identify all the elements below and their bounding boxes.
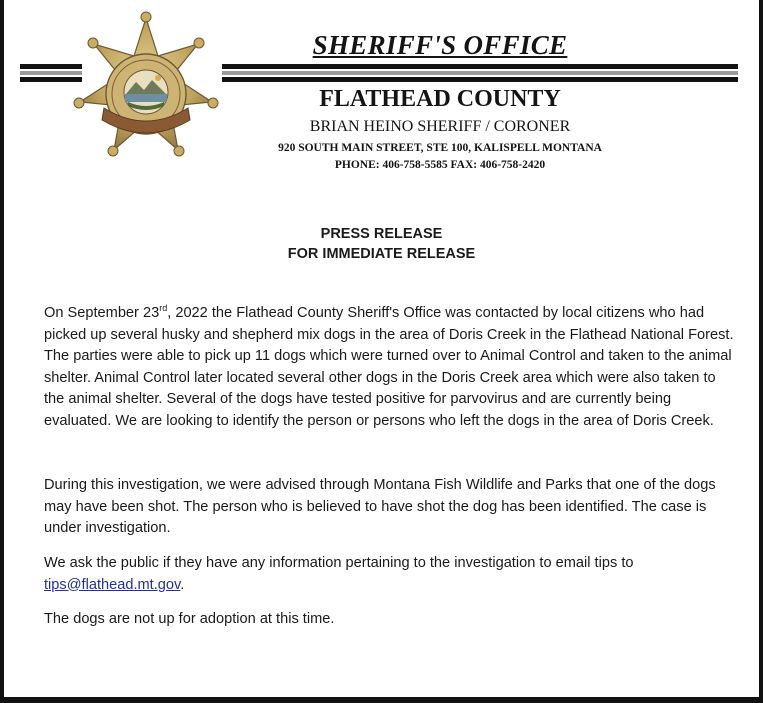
right-border bbox=[759, 0, 763, 703]
left-border bbox=[0, 0, 4, 703]
press-release-heading: PRESS RELEASE bbox=[320, 226, 443, 242]
office-address: 920 SOUTH MAIN STREET, STE 100, KALISPELL MONTANA bbox=[278, 142, 602, 154]
paragraph-text: . bbox=[180, 576, 185, 593]
paragraph-text: On September 23 bbox=[44, 305, 160, 321]
paragraph-text: We ask the public if they have any information pertaining to the investigation to email tips to bbox=[44, 555, 634, 571]
bottom-border bbox=[0, 697, 763, 703]
sheriff-name: BRIAN HEINO SHERIFF / CORONER bbox=[309, 118, 571, 135]
letterhead-rule bbox=[222, 77, 738, 82]
letterhead-rule bbox=[222, 71, 738, 75]
paragraph-incident bbox=[44, 303, 734, 432]
county-title: FLATHEAD COUNTY bbox=[319, 86, 561, 112]
paragraph-tips bbox=[44, 553, 734, 596]
paragraph-investigation bbox=[44, 475, 734, 540]
office-title: SHERIFF'S OFFICE bbox=[312, 30, 568, 60]
sheriff-star-badge-icon bbox=[62, 10, 230, 176]
paragraph-adoption bbox=[44, 609, 734, 631]
paragraph-text: , 2022 the Flathead County Sheriff's Office was contacted by local citizens who had picked up several husky and shepherd mix dogs in the area of Doris Creek in the Flathead National Forest. The parties were able to pick up 11 dogs which were turned over to Animal Control and taken to the animal shelter. Animal Control later located several other dogs in the Doris Creek area which were also taken to the animal shelter. Several of the dogs have tested positive for parvovirus and are currently being evaluated. We are looking to identify the person or persons who left the dogs in the area of Doris Creek. bbox=[44, 305, 734, 429]
ordinal-suffix: rd bbox=[159, 303, 168, 314]
paragraph-text: The dogs are not up for adoption at this time. bbox=[44, 611, 335, 627]
tips-email-link[interactable]: tips@flathead.mt.gov bbox=[44, 576, 181, 593]
letterhead-rule bbox=[222, 64, 738, 69]
office-phone: PHONE: 406-758-5585 FAX: 406-758-2420 bbox=[334, 159, 546, 171]
immediate-release-heading: FOR IMMEDIATE RELEASE bbox=[287, 246, 476, 262]
paragraph-text: During this investigation, we were advised through Montana Fish Wildlife and Parks that one of the dogs may have been shot. The person who is believed to have shot the dog has been identified. The case is under investigation. bbox=[44, 477, 716, 536]
